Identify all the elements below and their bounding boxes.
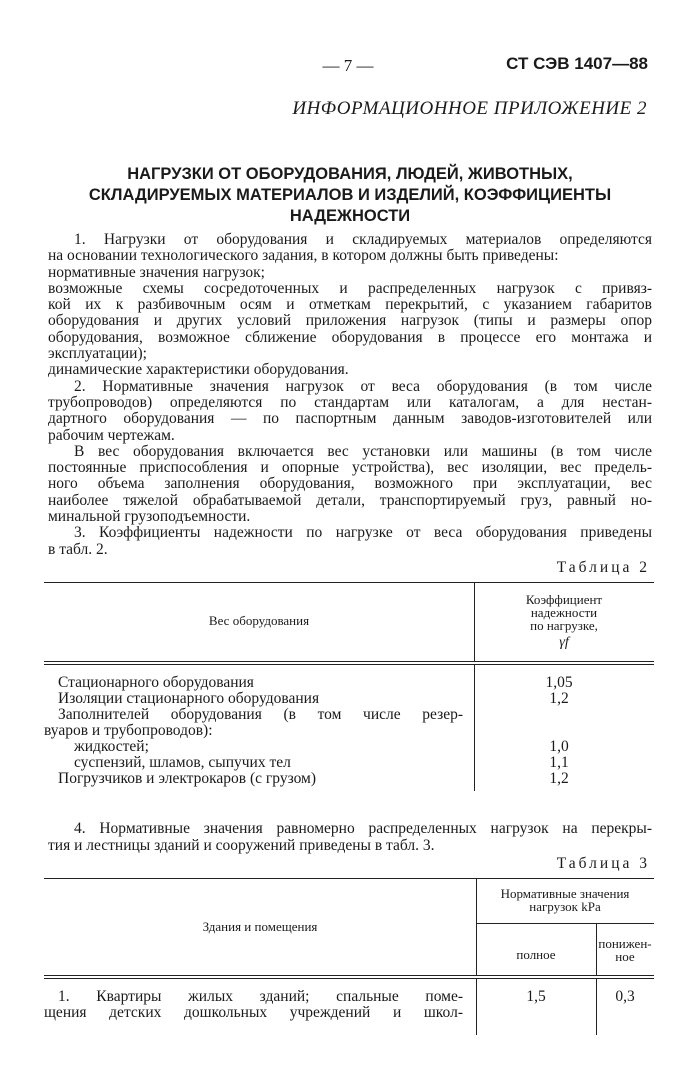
header-line: понижен- (598, 936, 652, 952)
row-label: щения детских дошкольных учреждений и школ- (44, 1004, 463, 1022)
page-title (40, 164, 660, 227)
header-line: по нагрузке, (530, 618, 598, 634)
row-label: вуаров и трубопроводов): (44, 722, 213, 740)
text-line: постоянные приспособления и опорные устройства), вес изоляции, вес предель- (48, 459, 652, 477)
table-2-caption: Таблица 2 (556, 558, 650, 576)
row-label: Заполнителей оборудования (в том числе резер- (58, 706, 463, 724)
text-line: тия и лестницы зданий и сооружений приведены в табл. 3. (48, 836, 435, 854)
row-value: 1,0 (549, 738, 569, 756)
column-header-full: полное (516, 947, 556, 963)
column-group-header-normative-values (476, 887, 654, 913)
title-line: СКЛАДИРУЕМЫХ МАТЕРИАЛОВ И ИЗДЕЛИЙ, КОЭФФИЦИЕНТЫ (88, 186, 612, 204)
text-line: трубопроводов) определяются по стандартам или каталогам, а для нестан- (48, 393, 652, 411)
paragraph-2 (48, 379, 652, 444)
paragraph-1c (48, 362, 652, 378)
text-line: оборудования и других условий приложения нагрузок (типы и размеры опор (48, 312, 652, 330)
text-line: на основании технологического задания, в котором должны быть приведены: (48, 247, 559, 265)
document-code: СТ СЭВ 1407—88 (506, 54, 648, 73)
header-symbol: γf (559, 635, 569, 651)
table-row (44, 707, 654, 723)
table-row (44, 771, 654, 787)
text-line: рабочим чертежам. (48, 426, 175, 444)
text-line: 4. Нормативные значения равномерно распределенных нагрузок на перекры- (74, 820, 652, 838)
table-3-body (44, 979, 654, 1035)
text-line: кой их к разбивочным осям и отметкам перекрытий, с указанием габаритов (48, 296, 652, 314)
column-header-buildings: Здания и помещения (202, 919, 318, 935)
row-label: жидкостей; (74, 738, 149, 756)
table-row (44, 691, 654, 707)
text-line: дартного оборудования — по паспортным данным заводов-изготовителей или (48, 410, 652, 428)
text-line: нормативные значения нагрузок; (48, 263, 265, 281)
table-2 (44, 582, 654, 791)
row-label: суспензий, шламов, сыпучих тел (74, 754, 291, 772)
row-label: Погрузчиков и электрокаров (с грузом) (58, 770, 317, 788)
row-label: 1. Квартиры жилых зданий; спальные поме- (58, 988, 463, 1006)
paragraph-2b (48, 444, 652, 525)
row-label: Изоляции стационарного оборудования (58, 690, 320, 708)
column-header-reliability-coefficient (474, 593, 654, 649)
header-line: Коэффициент (525, 592, 603, 608)
text-line: 1. Нагрузки от оборудования и складируемых материалов определяются (74, 231, 652, 248)
text-line: возможные схемы сосредоточенных и распределенных нагрузок с привяз- (48, 279, 652, 297)
paragraph-1 (48, 232, 652, 265)
row-value: 1,1 (549, 754, 569, 772)
text-line: эксплуатации); (48, 345, 147, 363)
row-value: 1,05 (545, 674, 573, 692)
text-line: оборудования, возможное сближение оборудования в процессе его монтажа и (48, 328, 652, 346)
table-3 (44, 878, 654, 1035)
text-line: наиболее тяжелой обрабатываемой детали, транспортируемый груз, равный но- (48, 491, 652, 509)
text-line: В вес оборудования включается вес установки или машины (в том числе (74, 442, 652, 460)
paragraph-3 (48, 525, 652, 558)
text-line: 3. Коэффициенты надежности по нагрузке от веса оборудования приведены (74, 524, 652, 542)
appendix-label: ИНФОРМАЦИОННОЕ ПРИЛОЖЕНИЕ 2 (292, 98, 647, 119)
row-value-full: 1,5 (526, 988, 546, 1006)
header-line: нагрузок kPa (529, 899, 601, 915)
title-line: НАДЕЖНОСТИ (289, 207, 411, 225)
paragraph-1a (48, 265, 652, 281)
column-header-equipment-weight: Вес оборудования (208, 613, 310, 629)
column-header-reduced (596, 937, 654, 963)
table-2-body (44, 665, 654, 791)
table-row (44, 675, 654, 691)
paragraph-4 (48, 821, 652, 854)
table-3-caption: Таблица 3 (556, 854, 650, 872)
text-line: ного объема заполнения оборудования, возможного при эксплуатации, вес (48, 475, 652, 493)
text-line: динамические характеристики оборудования. (48, 361, 349, 379)
paragraph-1b (48, 281, 652, 362)
text-line: в табл. 2. (48, 540, 108, 558)
header-line: надежности (530, 605, 598, 621)
header-line: ное (615, 949, 635, 965)
table-row (44, 723, 654, 739)
document-body (44, 231, 652, 1035)
text-line: 2. Нормативные значения нагрузок от веса оборудования (в том числе (74, 377, 652, 395)
header-line: Нормативные значения (500, 886, 630, 902)
row-value: 1,2 (549, 770, 569, 788)
text-line: минальной грузоподъемности. (48, 508, 251, 526)
row-label: Стационарного оборудования (58, 674, 254, 692)
table-row (44, 739, 654, 755)
row-value-reduced: 0,3 (615, 988, 635, 1006)
table-2-header (44, 583, 654, 661)
table-row (44, 755, 654, 771)
page-number: — 7 — (322, 56, 374, 75)
table-3-header (44, 879, 654, 975)
row-value: 1,2 (549, 690, 569, 708)
title-line: НАГРУЗКИ ОТ ОБОРУДОВАНИЯ, ЛЮДЕЙ, ЖИВОТНЫХ, (127, 165, 573, 183)
